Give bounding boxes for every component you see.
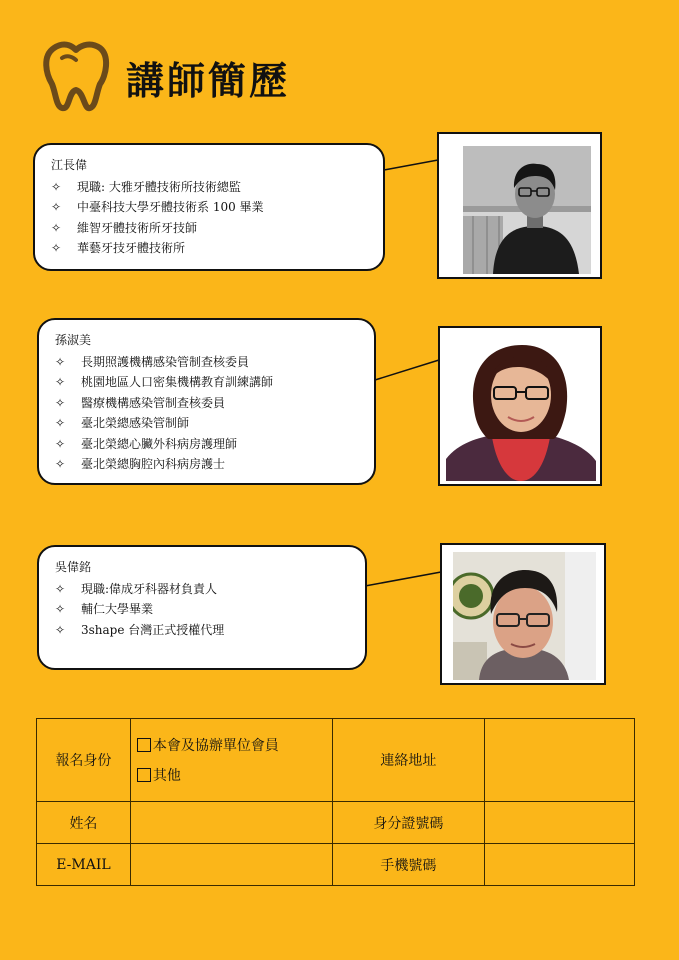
speaker-card-2 — [37, 318, 376, 485]
member-checkbox[interactable] — [137, 738, 151, 752]
bio-item: ✧ 現職: 大雅牙體技術所技術總監 — [51, 177, 367, 198]
id-number-field[interactable] — [485, 802, 635, 844]
bio-item: ✧ 輔仁大學畢業 — [55, 599, 349, 620]
speaker-photo-3 — [453, 552, 596, 680]
bio-item: ✧ 3shape 台灣正式授權代理 — [55, 620, 349, 641]
speaker-photo-frame-3 — [440, 543, 606, 685]
speaker-bio-list — [51, 177, 367, 259]
speaker-card-3 — [37, 545, 367, 670]
bio-item: ✧ 臺北榮總心臟外科病房護理師 — [55, 434, 358, 455]
bio-item: ✧ 長期照護機構感染管制查核委員 — [55, 352, 358, 373]
mobile-label: 手機號碼 — [332, 844, 485, 886]
address-field[interactable] — [485, 719, 635, 802]
identity-label: 報名身份 — [37, 719, 131, 802]
address-label: 連絡地址 — [332, 719, 485, 802]
bio-item: ✧ 桃園地區人口密集機構教育訓練講師 — [55, 372, 358, 393]
connector-line-3 — [365, 572, 441, 586]
speaker-card-1 — [33, 143, 385, 271]
bio-item: ✧ 華藝牙技牙體技術所 — [51, 238, 367, 259]
speaker-photo-frame-1 — [437, 132, 602, 279]
mobile-field[interactable] — [485, 844, 635, 886]
speaker-photo-1 — [463, 146, 591, 274]
bio-item: ✧ 臺北榮總胸腔內科病房護士 — [55, 454, 358, 475]
name-field[interactable] — [130, 802, 332, 844]
speaker-bio-list — [55, 352, 358, 475]
id-number-label: 身分證號碼 — [332, 802, 485, 844]
connector-line-1 — [384, 160, 438, 170]
speaker-photo-2 — [446, 331, 596, 481]
option-member-label: 本會及協辦單位會員 — [152, 738, 279, 754]
registration-form — [36, 718, 635, 886]
bio-item: ✧ 醫療機構感染管制查核委員 — [55, 393, 358, 414]
speaker-name: 江長偉 — [51, 158, 88, 172]
bio-item: ✧ 中臺科技大學牙體技術系 100 畢業 — [51, 197, 367, 218]
identity-options — [130, 719, 332, 802]
speaker-bio-list — [55, 579, 349, 641]
option-member[interactable] — [137, 734, 332, 756]
email-field[interactable] — [130, 844, 332, 886]
email-label: E-MAIL — [37, 844, 131, 886]
speaker-name: 吳偉銘 — [55, 560, 92, 574]
option-other[interactable] — [137, 764, 332, 786]
other-checkbox[interactable] — [137, 768, 151, 782]
page-title: 講師簡歷 — [126, 58, 291, 103]
bio-item: ✧ 維智牙體技術所牙技師 — [51, 218, 367, 239]
connector-line-2 — [375, 360, 439, 380]
speaker-name: 孫淑美 — [55, 333, 92, 347]
speaker-photo-frame-2 — [438, 326, 602, 486]
name-label: 姓名 — [37, 802, 131, 844]
bio-item: ✧ 臺北榮總感染管制師 — [55, 413, 358, 434]
option-other-label: 其他 — [152, 768, 181, 784]
bio-item: ✧ 現職:偉成牙科器材負責人 — [55, 579, 349, 600]
